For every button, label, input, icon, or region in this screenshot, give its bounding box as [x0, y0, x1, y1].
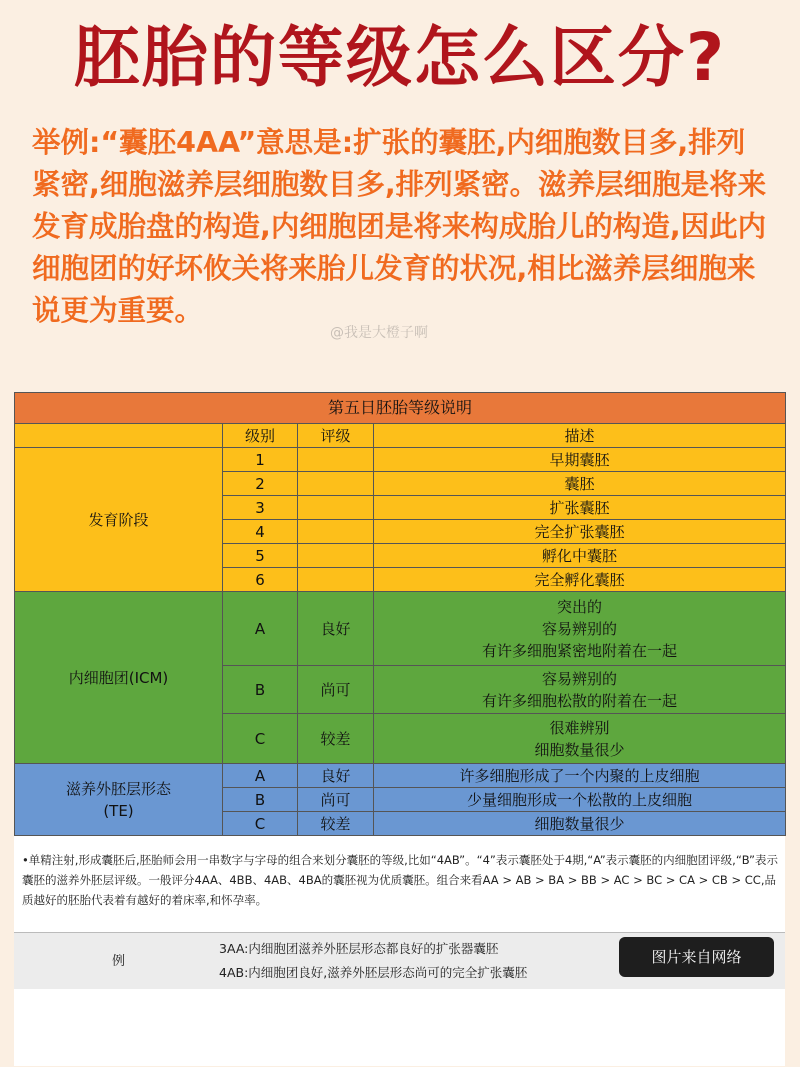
table-cell [374, 666, 786, 714]
table-cell: 5 [223, 544, 298, 568]
grading-table [14, 392, 786, 836]
desc-line: 突出的 [557, 597, 603, 616]
page-title: 胚胎的等级怎么区分? [73, 19, 727, 96]
table-cell [298, 472, 374, 496]
stage-label: 发育阶段 [15, 448, 223, 592]
desc-line: 很难辨别 [549, 718, 610, 737]
header-grade: 评级 [298, 424, 374, 448]
table-cell: 良好 [298, 764, 374, 788]
table-cell: 早期囊胚 [374, 448, 786, 472]
desc-line: 有许多细胞松散的附着在一起 [482, 691, 678, 710]
table-cell: 6 [223, 568, 298, 592]
table-cell: A [223, 764, 298, 788]
desc-line: 容易辨别的 [542, 669, 618, 688]
header-level: 级别 [223, 424, 298, 448]
table-cell: 较差 [298, 714, 374, 764]
table-cell: A [223, 592, 298, 666]
header-blank-cell [15, 424, 223, 448]
table-caption: 第五日胚胎等级说明 [15, 393, 786, 424]
table-cell [298, 544, 374, 568]
notes-paragraph: •单精注射,形成囊胚后,胚胎师会用一串数字与字母的组合来划分囊胚的等级,比如“4AB”。“4”表示囊胚处于4期,“A”表示囊胚的内细胞团评级,“B”表示囊胚的滋养外胚层评级。一般评分4AA、4BB、4AB、4BA的囊胚视为优质囊胚。组合来看AA > AB > BA > BB > AC > BC > CA > CB > CC,品质越好的胚胎代表着有越好的着床率,和怀孕率。 [22, 853, 779, 907]
table-cell: 尚可 [298, 666, 374, 714]
table-cell: 细胞数量很少 [374, 812, 786, 836]
image-source-badge: 图片来自网络 [619, 937, 774, 977]
table-cell: C [223, 714, 298, 764]
table-cell [374, 592, 786, 666]
table-cell: 1 [223, 448, 298, 472]
table-cell: 完全孵化囊胚 [374, 568, 786, 592]
table-cell [298, 448, 374, 472]
example-line-1: 3AA:内细胞团滋养外胚层形态都良好的扩张器囊胚 [219, 941, 499, 956]
desc-line: 细胞数量很少 [534, 740, 625, 759]
icm-label: 内细胞团(ICM) [15, 592, 223, 764]
grading-table-image [14, 392, 785, 1066]
table-cell: 2 [223, 472, 298, 496]
watermark-text: @我是大橙子啊 [330, 325, 428, 341]
intro-paragraph: 举例:“囊胚4AA”意思是:扩张的囊胚,内细胞数目多,排列紧密,细胞滋养层细胞数目多,排列紧密。滋养层细胞是将来发育成胎盘的构造,内细胞团是将来构成胎儿的构造,因此内细胞团的好坏攸关将来胎儿发育的状况,相比滋养层细胞来说更为重要。 [32, 126, 767, 327]
table-cell: B [223, 788, 298, 812]
table-cell [298, 520, 374, 544]
te-label [15, 764, 223, 836]
table-cell: 完全扩张囊胚 [374, 520, 786, 544]
table-cell: 扩张囊胚 [374, 496, 786, 520]
table-cell: 孵化中囊胚 [374, 544, 786, 568]
te-label-line1: 滋养外胚层形态 [65, 779, 171, 798]
table-cell: 3 [223, 496, 298, 520]
table-cell [298, 496, 374, 520]
table-cell: 较差 [298, 812, 374, 836]
table-cell: 囊胚 [374, 472, 786, 496]
table-cell [374, 714, 786, 764]
table-cell: B [223, 666, 298, 714]
table-cell: 4 [223, 520, 298, 544]
table-cell: 良好 [298, 592, 374, 666]
table-cell: 尚可 [298, 788, 374, 812]
table-cell: C [223, 812, 298, 836]
example-label: 例 [112, 954, 126, 969]
header-desc: 描述 [374, 424, 786, 448]
te-label-line2: (TE) [103, 801, 134, 820]
table-cell [298, 568, 374, 592]
desc-line: 有许多细胞紧密地附着在一起 [482, 641, 678, 660]
example-line-2: 4AB:内细胞团良好,滋养外胚层形态尚可的完全扩张囊胚 [219, 965, 528, 980]
table-cell: 少量细胞形成一个松散的上皮细胞 [374, 788, 786, 812]
desc-line: 容易辨别的 [542, 619, 618, 638]
table-cell: 许多细胞形成了一个内聚的上皮细胞 [374, 764, 786, 788]
